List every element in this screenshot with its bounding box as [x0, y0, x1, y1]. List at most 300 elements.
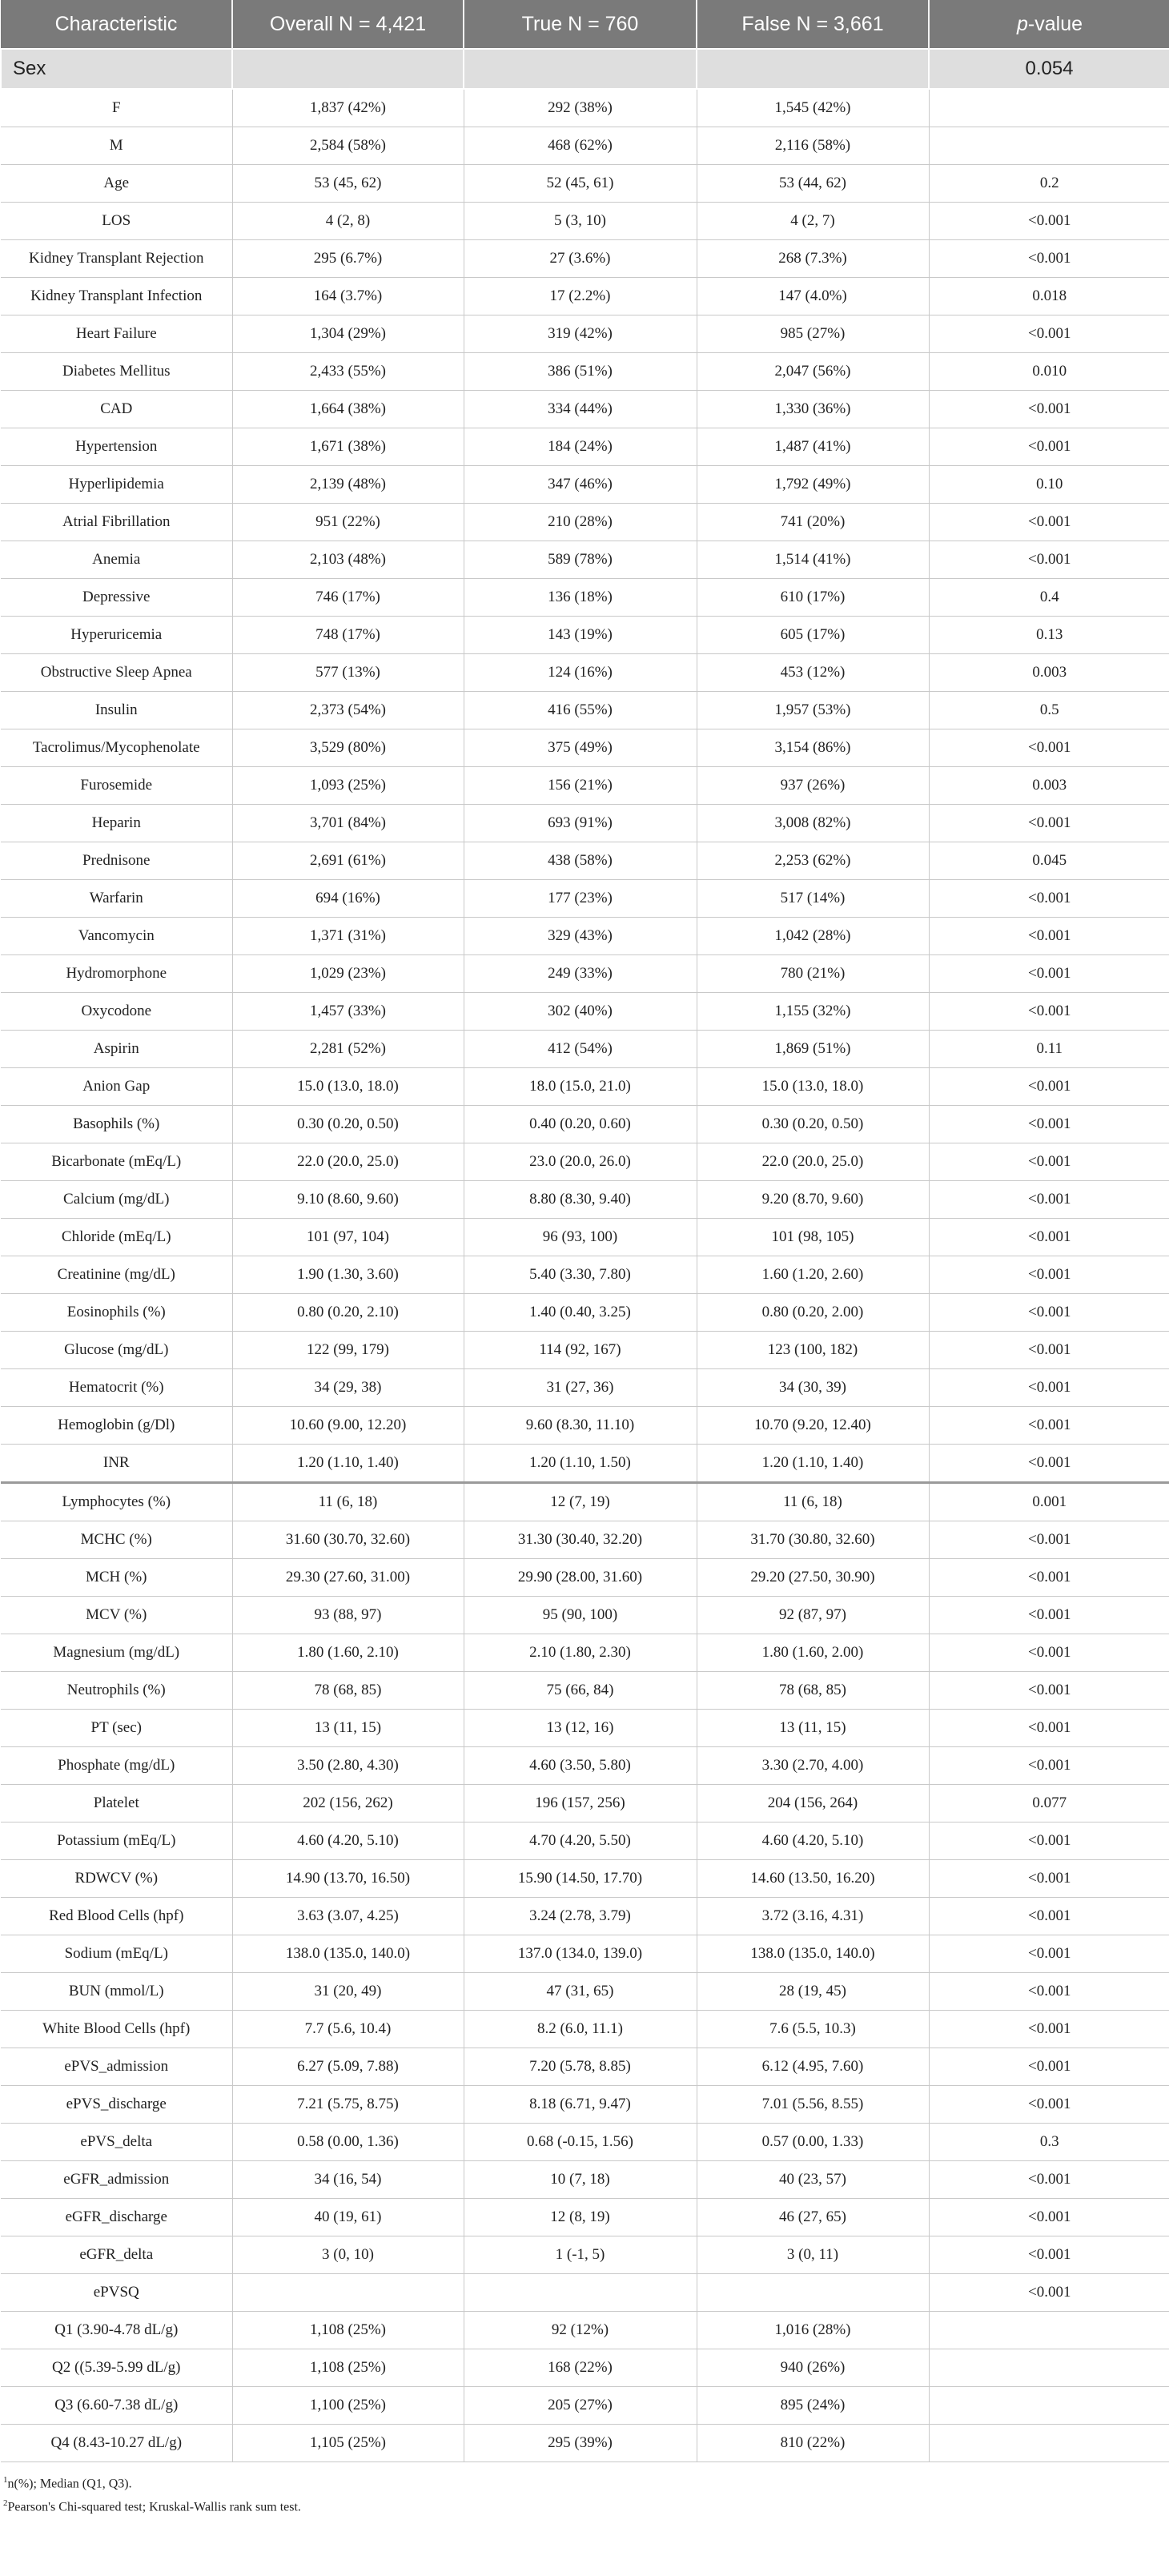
cell-label: Platelet	[1, 1785, 232, 1822]
cell-pvalue: <0.001	[929, 880, 1169, 918]
cell-false: 3.72 (3.16, 4.31)	[697, 1898, 929, 1935]
table-row	[1, 504, 1169, 541]
cell-overall: 14.90 (13.70, 16.50)	[232, 1860, 464, 1898]
cell-label: MCH (%)	[1, 1559, 232, 1597]
cell-false: 1.60 (1.20, 2.60)	[697, 1256, 929, 1294]
cell-false	[697, 2274, 929, 2312]
cell-overall: 1.80 (1.60, 2.10)	[232, 1634, 464, 1672]
cell-label: ePVS_admission	[1, 2048, 232, 2086]
cell-true: 92 (12%)	[464, 2312, 697, 2349]
table-row	[1, 2048, 1169, 2086]
footnote-1-mark: 1	[3, 2475, 8, 2485]
section-label: Sex	[1, 49, 232, 89]
cell-true: 4.70 (4.20, 5.50)	[464, 1822, 697, 1860]
cell-true: 168 (22%)	[464, 2349, 697, 2387]
cell-pvalue: <0.001	[929, 2274, 1169, 2312]
cell-false: 1,869 (51%)	[697, 1031, 929, 1068]
cell-pvalue: <0.001	[929, 1822, 1169, 1860]
cell-true: 47 (31, 65)	[464, 1973, 697, 2011]
cell-pvalue: <0.001	[929, 504, 1169, 541]
cell-true: 1.20 (1.10, 1.50)	[464, 1445, 697, 1483]
cell-pvalue: <0.001	[929, 918, 1169, 955]
cell-label: Hematocrit (%)	[1, 1369, 232, 1407]
cell-false: 14.60 (13.50, 16.20)	[697, 1860, 929, 1898]
cell-label: Red Blood Cells (hpf)	[1, 1898, 232, 1935]
cell-label: INR	[1, 1445, 232, 1483]
cell-false: 1,545 (42%)	[697, 89, 929, 127]
cell-false: 1,016 (28%)	[697, 2312, 929, 2349]
cell-overall: 1,304 (29%)	[232, 315, 464, 353]
cell-overall: 2,584 (58%)	[232, 127, 464, 165]
cell-label: White Blood Cells (hpf)	[1, 2011, 232, 2048]
footnote-1-text: n(%); Median (Q1, Q3).	[7, 2477, 132, 2491]
table-row	[1, 1106, 1169, 1143]
header-pvalue-rest: -value	[1027, 12, 1083, 35]
cell-true: 4.60 (3.50, 5.80)	[464, 1747, 697, 1785]
cell-true: 347 (46%)	[464, 466, 697, 504]
cell-false: 1.20 (1.10, 1.40)	[697, 1445, 929, 1483]
table-row	[1, 1860, 1169, 1898]
cell-false: 34 (30, 39)	[697, 1369, 929, 1407]
cell-label: Q4 (8.43-10.27 dL/g)	[1, 2425, 232, 2462]
cell-overall: 7.21 (5.75, 8.75)	[232, 2086, 464, 2124]
cell-true: 412 (54%)	[464, 1031, 697, 1068]
cell-overall: 295 (6.7%)	[232, 240, 464, 278]
cell-overall: 0.80 (0.20, 2.10)	[232, 1294, 464, 1332]
cell-pvalue: <0.001	[929, 1407, 1169, 1445]
table-row	[1, 240, 1169, 278]
cell-overall: 577 (13%)	[232, 654, 464, 692]
cell-overall: 40 (19, 61)	[232, 2199, 464, 2236]
cell-pvalue: 0.3	[929, 2124, 1169, 2161]
cell-overall: 122 (99, 179)	[232, 1332, 464, 1369]
cell-pvalue: <0.001	[929, 2161, 1169, 2199]
cell-true: 196 (157, 256)	[464, 1785, 697, 1822]
cell-pvalue: 0.010	[929, 353, 1169, 391]
cell-overall	[232, 2274, 464, 2312]
cell-pvalue: 0.001	[929, 1483, 1169, 1521]
cell-label: PT (sec)	[1, 1710, 232, 1747]
cell-pvalue: <0.001	[929, 1294, 1169, 1332]
table-row	[1, 1256, 1169, 1294]
table-row	[1, 918, 1169, 955]
cell-false: 123 (100, 182)	[697, 1332, 929, 1369]
cell-true: 184 (24%)	[464, 428, 697, 466]
table-row	[1, 428, 1169, 466]
cell-true: 96 (93, 100)	[464, 1219, 697, 1256]
footnote-2-text: Pearson's Chi-squared test; Kruskal-Wallis rank sum test.	[7, 2500, 301, 2514]
cell-label: ePVS_discharge	[1, 2086, 232, 2124]
cell-overall: 2,433 (55%)	[232, 353, 464, 391]
section-pvalue: 0.054	[929, 49, 1169, 89]
cell-label: Hydromorphone	[1, 955, 232, 993]
cell-true: 205 (27%)	[464, 2387, 697, 2425]
cell-pvalue: 0.003	[929, 767, 1169, 805]
cell-label: Lymphocytes (%)	[1, 1483, 232, 1521]
table-row	[1, 654, 1169, 692]
header-row	[1, 0, 1169, 49]
cell-true: 136 (18%)	[464, 579, 697, 617]
cell-true: 12 (8, 19)	[464, 2199, 697, 2236]
cell-overall: 31.60 (30.70, 32.60)	[232, 1521, 464, 1559]
cell-true: 292 (38%)	[464, 89, 697, 127]
cell-false: 3 (0, 11)	[697, 2236, 929, 2274]
cell-label: Warfarin	[1, 880, 232, 918]
cell-overall: 3 (0, 10)	[232, 2236, 464, 2274]
cell-false: 985 (27%)	[697, 315, 929, 353]
cell-true: 52 (45, 61)	[464, 165, 697, 203]
cell-overall: 93 (88, 97)	[232, 1597, 464, 1634]
cell-overall: 694 (16%)	[232, 880, 464, 918]
cell-false: 28 (19, 45)	[697, 1973, 929, 2011]
cell-true: 210 (28%)	[464, 504, 697, 541]
cell-label: ePVS_delta	[1, 2124, 232, 2161]
cell-true: 27 (3.6%)	[464, 240, 697, 278]
table-row	[1, 1597, 1169, 1634]
table-row	[1, 1898, 1169, 1935]
table-row	[1, 1031, 1169, 1068]
cell-overall: 9.10 (8.60, 9.60)	[232, 1181, 464, 1219]
cell-overall: 1,371 (31%)	[232, 918, 464, 955]
table-row	[1, 1634, 1169, 1672]
cell-true: 302 (40%)	[464, 993, 697, 1031]
cell-false: 2,047 (56%)	[697, 353, 929, 391]
cell-overall: 1,671 (38%)	[232, 428, 464, 466]
cell-overall: 1.90 (1.30, 3.60)	[232, 1256, 464, 1294]
table-row	[1, 2387, 1169, 2425]
cell-false: 10.70 (9.20, 12.40)	[697, 1407, 929, 1445]
cell-label: Hemoglobin (g/Dl)	[1, 1407, 232, 1445]
cell-overall: 34 (16, 54)	[232, 2161, 464, 2199]
cell-false: 895 (24%)	[697, 2387, 929, 2425]
cell-true: 5.40 (3.30, 7.80)	[464, 1256, 697, 1294]
cell-true: 249 (33%)	[464, 955, 697, 993]
cell-true: 319 (42%)	[464, 315, 697, 353]
cell-false: 53 (44, 62)	[697, 165, 929, 203]
table-row	[1, 2161, 1169, 2199]
cell-true: 0.40 (0.20, 0.60)	[464, 1106, 697, 1143]
table-row	[1, 1445, 1169, 1483]
table-row	[1, 880, 1169, 918]
table-row	[1, 2425, 1169, 2462]
cell-pvalue: <0.001	[929, 315, 1169, 353]
cell-true: 693 (91%)	[464, 805, 697, 842]
cell-overall: 746 (17%)	[232, 579, 464, 617]
cell-label: Kidney Transplant Infection	[1, 278, 232, 315]
cell-label: Aspirin	[1, 1031, 232, 1068]
cell-pvalue: <0.001	[929, 1559, 1169, 1597]
cell-pvalue: <0.001	[929, 203, 1169, 240]
cell-overall: 202 (156, 262)	[232, 1785, 464, 1822]
cell-label: Age	[1, 165, 232, 203]
cell-overall: 4 (2, 8)	[232, 203, 464, 240]
cell-true: 31 (27, 36)	[464, 1369, 697, 1407]
cell-overall: 15.0 (13.0, 18.0)	[232, 1068, 464, 1106]
cell-label: M	[1, 127, 232, 165]
cell-true: 95 (90, 100)	[464, 1597, 697, 1634]
cell-overall: 1,664 (38%)	[232, 391, 464, 428]
cell-pvalue: <0.001	[929, 2048, 1169, 2086]
cell-true: 416 (55%)	[464, 692, 697, 729]
cell-pvalue: <0.001	[929, 1369, 1169, 1407]
cell-pvalue: <0.001	[929, 2236, 1169, 2274]
cell-false: 78 (68, 85)	[697, 1672, 929, 1710]
table-row	[1, 391, 1169, 428]
cell-label: CAD	[1, 391, 232, 428]
header-characteristic: Characteristic	[1, 0, 232, 49]
cell-label: Q2 ((5.39-5.99 dL/g)	[1, 2349, 232, 2387]
cell-false: 4 (2, 7)	[697, 203, 929, 240]
cell-false: 6.12 (4.95, 7.60)	[697, 2048, 929, 2086]
cell-overall: 1,105 (25%)	[232, 2425, 464, 2462]
cell-false: 453 (12%)	[697, 654, 929, 692]
table-row	[1, 1559, 1169, 1597]
cell-pvalue: <0.001	[929, 1106, 1169, 1143]
cell-true: 329 (43%)	[464, 918, 697, 955]
cell-label: Neutrophils (%)	[1, 1672, 232, 1710]
section-overall	[232, 49, 464, 89]
cell-false: 22.0 (20.0, 25.0)	[697, 1143, 929, 1181]
table-row	[1, 1294, 1169, 1332]
cell-false: 940 (26%)	[697, 2349, 929, 2387]
cell-overall: 1,108 (25%)	[232, 2312, 464, 2349]
cell-pvalue: <0.001	[929, 1445, 1169, 1483]
cell-label: Diabetes Mellitus	[1, 353, 232, 391]
cell-overall: 3.63 (3.07, 4.25)	[232, 1898, 464, 1935]
table-row	[1, 617, 1169, 654]
section-row-sex	[1, 49, 1169, 89]
cell-label: eGFR_discharge	[1, 2199, 232, 2236]
cell-pvalue: <0.001	[929, 1597, 1169, 1634]
cell-pvalue: 0.003	[929, 654, 1169, 692]
cell-pvalue: 0.5	[929, 692, 1169, 729]
cell-true: 143 (19%)	[464, 617, 697, 654]
cell-false: 9.20 (8.70, 9.60)	[697, 1181, 929, 1219]
cell-label: Phosphate (mg/dL)	[1, 1747, 232, 1785]
cell-pvalue: <0.001	[929, 1181, 1169, 1219]
cell-overall: 164 (3.7%)	[232, 278, 464, 315]
cell-overall: 2,281 (52%)	[232, 1031, 464, 1068]
cell-label: Obstructive Sleep Apnea	[1, 654, 232, 692]
table-row	[1, 767, 1169, 805]
cell-true: 5 (3, 10)	[464, 203, 697, 240]
cell-label: Oxycodone	[1, 993, 232, 1031]
cell-pvalue: 0.11	[929, 1031, 1169, 1068]
cell-overall: 138.0 (135.0, 140.0)	[232, 1935, 464, 1973]
table-row	[1, 692, 1169, 729]
cell-pvalue: <0.001	[929, 428, 1169, 466]
section-false	[697, 49, 929, 89]
cell-true: 9.60 (8.30, 11.10)	[464, 1407, 697, 1445]
footnotes	[0, 2462, 1169, 2518]
cell-overall: 31 (20, 49)	[232, 1973, 464, 2011]
cell-label: Eosinophils (%)	[1, 1294, 232, 1332]
cell-overall: 3.50 (2.80, 4.30)	[232, 1747, 464, 1785]
cell-pvalue: <0.001	[929, 1521, 1169, 1559]
cell-false: 7.01 (5.56, 8.55)	[697, 2086, 929, 2124]
table-row	[1, 1181, 1169, 1219]
section-true	[464, 49, 697, 89]
cell-false: 780 (21%)	[697, 955, 929, 993]
cell-false: 138.0 (135.0, 140.0)	[697, 1935, 929, 1973]
cell-label: eGFR_admission	[1, 2161, 232, 2199]
cell-false: 1,042 (28%)	[697, 918, 929, 955]
table-row	[1, 1672, 1169, 1710]
cell-pvalue: <0.001	[929, 240, 1169, 278]
cell-overall: 951 (22%)	[232, 504, 464, 541]
cell-label: eGFR_delta	[1, 2236, 232, 2274]
footnote-2	[3, 2494, 1169, 2517]
cell-true: 15.90 (14.50, 17.70)	[464, 1860, 697, 1898]
cell-true: 386 (51%)	[464, 353, 697, 391]
cell-overall: 1,457 (33%)	[232, 993, 464, 1031]
cell-false: 7.6 (5.5, 10.3)	[697, 2011, 929, 2048]
cell-true: 0.68 (-0.15, 1.56)	[464, 2124, 697, 2161]
cell-false: 46 (27, 65)	[697, 2199, 929, 2236]
cell-label: F	[1, 89, 232, 127]
cell-true: 8.80 (8.30, 9.40)	[464, 1181, 697, 1219]
table-row	[1, 1747, 1169, 1785]
cell-pvalue: 0.077	[929, 1785, 1169, 1822]
cell-false: 1.80 (1.60, 2.00)	[697, 1634, 929, 1672]
cell-label: Bicarbonate (mEq/L)	[1, 1143, 232, 1181]
cell-pvalue: 0.2	[929, 165, 1169, 203]
table-row	[1, 1521, 1169, 1559]
cell-overall: 1.20 (1.10, 1.40)	[232, 1445, 464, 1483]
cell-overall: 10.60 (9.00, 12.20)	[232, 1407, 464, 1445]
cell-label: MCHC (%)	[1, 1521, 232, 1559]
cell-false: 610 (17%)	[697, 579, 929, 617]
cell-pvalue: 0.13	[929, 617, 1169, 654]
cell-true: 18.0 (15.0, 21.0)	[464, 1068, 697, 1106]
cell-overall: 2,103 (48%)	[232, 541, 464, 579]
table-row	[1, 1369, 1169, 1407]
table-row	[1, 466, 1169, 504]
cell-false: 3,154 (86%)	[697, 729, 929, 767]
cell-pvalue: <0.001	[929, 1219, 1169, 1256]
cell-overall: 11 (6, 18)	[232, 1483, 464, 1521]
cell-true: 1 (-1, 5)	[464, 2236, 697, 2274]
cell-pvalue: 0.10	[929, 466, 1169, 504]
cell-false: 810 (22%)	[697, 2425, 929, 2462]
cell-label: ePVSQ	[1, 2274, 232, 2312]
cell-label: BUN (mmol/L)	[1, 1973, 232, 2011]
cell-pvalue: <0.001	[929, 1898, 1169, 1935]
table-row	[1, 165, 1169, 203]
cell-pvalue: <0.001	[929, 805, 1169, 842]
table-row	[1, 579, 1169, 617]
cell-true: 12 (7, 19)	[464, 1483, 697, 1521]
cell-overall: 7.7 (5.6, 10.4)	[232, 2011, 464, 2048]
cell-overall: 2,139 (48%)	[232, 466, 464, 504]
cell-overall: 13 (11, 15)	[232, 1710, 464, 1747]
header-overall: Overall N = 4,421	[232, 0, 464, 49]
cell-label: Vancomycin	[1, 918, 232, 955]
cell-overall: 22.0 (20.0, 25.0)	[232, 1143, 464, 1181]
cell-label: Atrial Fibrillation	[1, 504, 232, 541]
cell-overall: 4.60 (4.20, 5.10)	[232, 1822, 464, 1860]
cell-false: 147 (4.0%)	[697, 278, 929, 315]
cell-false: 0.30 (0.20, 0.50)	[697, 1106, 929, 1143]
cell-true: 589 (78%)	[464, 541, 697, 579]
cell-true: 3.24 (2.78, 3.79)	[464, 1898, 697, 1935]
cell-false: 31.70 (30.80, 32.60)	[697, 1521, 929, 1559]
table-row	[1, 1710, 1169, 1747]
table-row	[1, 2236, 1169, 2274]
table-row	[1, 805, 1169, 842]
cell-pvalue: <0.001	[929, 2011, 1169, 2048]
table-row	[1, 127, 1169, 165]
header-pvalue	[929, 0, 1169, 49]
table-row	[1, 89, 1169, 127]
cell-overall: 29.30 (27.60, 31.00)	[232, 1559, 464, 1597]
cell-false: 92 (87, 97)	[697, 1597, 929, 1634]
footnote-1	[3, 2470, 1169, 2494]
cell-false: 3,008 (82%)	[697, 805, 929, 842]
cell-true: 75 (66, 84)	[464, 1672, 697, 1710]
cell-label: Anion Gap	[1, 1068, 232, 1106]
cell-overall: 1,100 (25%)	[232, 2387, 464, 2425]
cell-label: Hyperuricemia	[1, 617, 232, 654]
header-pvalue-italic: p	[1017, 12, 1028, 35]
cell-label: Kidney Transplant Rejection	[1, 240, 232, 278]
cell-false: 1,792 (49%)	[697, 466, 929, 504]
cell-false: 1,957 (53%)	[697, 692, 929, 729]
cell-label: Potassium (mEq/L)	[1, 1822, 232, 1860]
cell-overall: 53 (45, 62)	[232, 165, 464, 203]
table-row	[1, 2312, 1169, 2349]
cell-overall: 3,529 (80%)	[232, 729, 464, 767]
table-row	[1, 955, 1169, 993]
cell-pvalue: <0.001	[929, 1973, 1169, 2011]
cell-label: Heart Failure	[1, 315, 232, 353]
cell-false: 0.80 (0.20, 2.00)	[697, 1294, 929, 1332]
cell-false: 15.0 (13.0, 18.0)	[697, 1068, 929, 1106]
cell-false: 0.57 (0.00, 1.33)	[697, 2124, 929, 2161]
cell-label: Anemia	[1, 541, 232, 579]
cell-true: 375 (49%)	[464, 729, 697, 767]
footnote-2-mark: 2	[3, 2498, 8, 2509]
cell-false: 40 (23, 57)	[697, 2161, 929, 2199]
table-row	[1, 315, 1169, 353]
cell-label: Calcium (mg/dL)	[1, 1181, 232, 1219]
cell-false: 29.20 (27.50, 30.90)	[697, 1559, 929, 1597]
table-row	[1, 278, 1169, 315]
cell-label: Hyperlipidemia	[1, 466, 232, 504]
cell-pvalue: <0.001	[929, 1935, 1169, 1973]
cell-pvalue: <0.001	[929, 1256, 1169, 1294]
cell-pvalue: <0.001	[929, 2086, 1169, 2124]
cell-label: Q1 (3.90-4.78 dL/g)	[1, 2312, 232, 2349]
cell-false: 204 (156, 264)	[697, 1785, 929, 1822]
cell-pvalue	[929, 127, 1169, 165]
cell-label: Magnesium (mg/dL)	[1, 1634, 232, 1672]
cell-pvalue: <0.001	[929, 2199, 1169, 2236]
cell-overall: 1,029 (23%)	[232, 955, 464, 993]
cell-label: Sodium (mEq/L)	[1, 1935, 232, 1973]
cell-overall: 2,691 (61%)	[232, 842, 464, 880]
cell-label: Heparin	[1, 805, 232, 842]
table-row	[1, 353, 1169, 391]
cell-false: 11 (6, 18)	[697, 1483, 929, 1521]
cell-label: Creatinine (mg/dL)	[1, 1256, 232, 1294]
cell-true: 156 (21%)	[464, 767, 697, 805]
cell-label: RDWCV (%)	[1, 1860, 232, 1898]
cell-false: 1,330 (36%)	[697, 391, 929, 428]
cell-pvalue: <0.001	[929, 1747, 1169, 1785]
cell-true: 137.0 (134.0, 139.0)	[464, 1935, 697, 1973]
cell-false: 3.30 (2.70, 4.00)	[697, 1747, 929, 1785]
